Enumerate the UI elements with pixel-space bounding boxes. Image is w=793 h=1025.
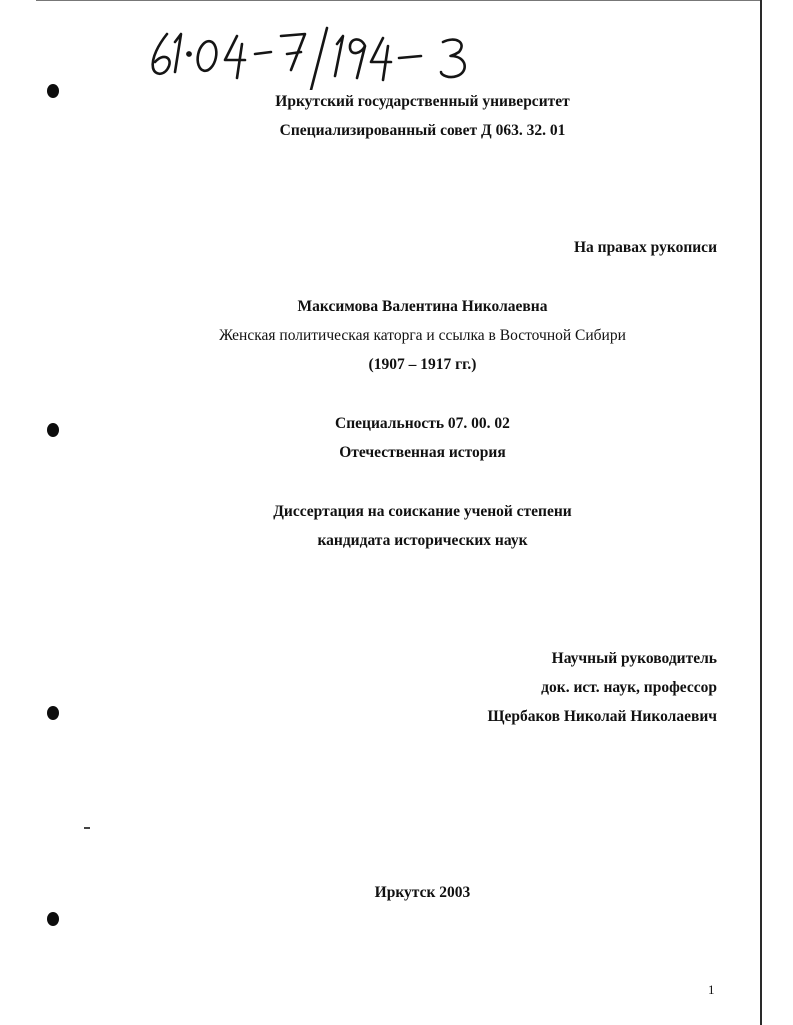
degree-line-1: Диссертация на соискание ученой степени xyxy=(273,503,572,520)
punch-hole-mark xyxy=(47,912,59,926)
degree-line-2: кандидата исторических наук xyxy=(317,532,528,549)
manuscript-note: На правах рукописи xyxy=(573,239,717,256)
dissertation-title: Женская политическая каторга и ссылка в Восточной Сибири xyxy=(219,327,626,344)
punch-hole-mark xyxy=(47,706,59,720)
handwritten-catalog-number xyxy=(145,20,505,95)
page-number: 1 xyxy=(708,982,715,997)
supervisor-role: Научный руководитель xyxy=(551,650,717,667)
dissertation-period: (1907 – 1917 гг.) xyxy=(368,356,477,373)
specialty-code: Специальность 07. 00. 02 xyxy=(335,415,510,432)
specialty-name: Отечественная история xyxy=(339,444,506,461)
scan-artifact-mark xyxy=(84,827,90,829)
handwritten-catalog-number-graphic xyxy=(145,20,505,90)
place-year: Иркутск 2003 xyxy=(374,884,471,901)
author-name: Максимова Валентина Николаевна xyxy=(297,298,548,315)
institution-name: Иркутский государственный университет xyxy=(275,93,570,110)
supervisor-name: Щербаков Николай Николаевич xyxy=(487,708,717,725)
supervisor-degree: док. ист. наук, профессор xyxy=(541,679,717,696)
council-name: Специализированный совет Д 063. 32. 01 xyxy=(279,122,566,139)
page-top-edge xyxy=(36,0,760,1)
